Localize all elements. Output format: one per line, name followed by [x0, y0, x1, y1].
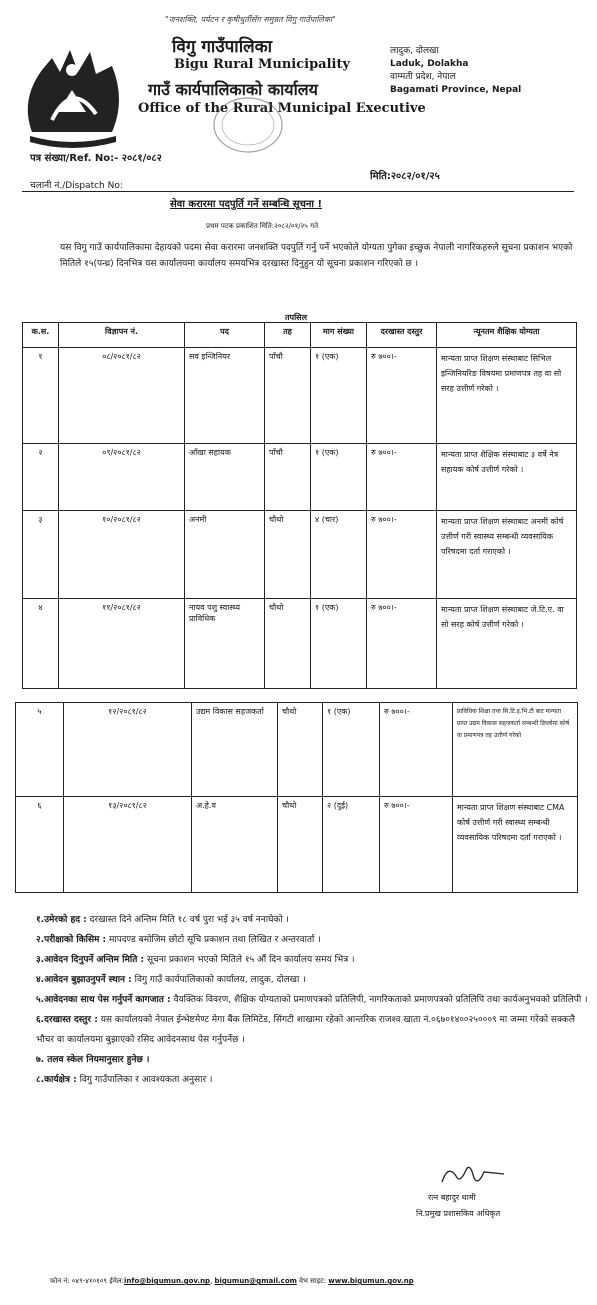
qualification-cell: मान्यता प्राप्त शिक्षण संस्थाबाट CMA कोर्ष उत्तीर्ण गरी स्वास्थ्य सम्बन्धी व्यवसायिक परिषदमा दर्ता गराएको । — [453, 797, 578, 893]
signatory-name: रत्न बहादुर थामी — [428, 1193, 476, 1202]
column-header: पद — [185, 323, 265, 348]
table-row — [16, 703, 578, 797]
serial-cell: ५ — [16, 703, 64, 797]
fee-cell: रु ७००।- — [380, 797, 453, 893]
table-row — [16, 797, 578, 893]
level-cell: चौथो — [278, 703, 323, 797]
table-header-row — [23, 323, 577, 348]
office-address — [390, 45, 521, 97]
demand-cell: २ (दुई) — [323, 797, 380, 893]
qualification-cell: मान्यता प्राप्त शिक्षण संस्थाबाट जे.टि.ए. वा सो सरह कोर्ष उत्तीर्ण गरेको । — [437, 599, 577, 689]
municipal-motto: "जनशक्ति, पर्यटन र कृषीधुर्तीसँग समुन्नत विगु गाउँपालिका" — [165, 15, 336, 24]
level-cell: पाँचौ — [265, 348, 311, 444]
column-header: क.स. — [23, 323, 59, 348]
municipality-name-english: Bigu Rural Municipality — [174, 57, 351, 72]
condition-text: मापदण्ड बमोजिम छोटो सूचि प्रकाशन तथा लिखित र अन्तरवार्ता । — [106, 935, 321, 945]
condition-key: ६.दरखास्त दस्तुर : — [36, 1015, 98, 1025]
condition-text: दरखास्त दिने अन्तिम मिति १८ वर्ष पुरा भई ३५ वर्ष ननाघेको । — [86, 915, 289, 925]
demand-cell: १ (एक) — [311, 444, 367, 511]
column-header: दरखास्त दस्तुर — [367, 323, 437, 348]
advert-number-cell: १३/२०८१/८२ — [64, 797, 192, 893]
condition-key: ४.आवेदन बुझाउनुपर्ने स्थान : — [36, 975, 132, 985]
post-cell: सव इन्जिनियर — [185, 348, 265, 444]
footer-separator: , — [210, 1277, 215, 1285]
qualification-cell: मान्यता प्राप्त शिक्षण संस्थाबाट अनमी कोर्ष उत्तीर्ण गरी स्वास्थ्य सम्बन्धी व्यवसायिक परिषदमा दर्ता गराएको । — [437, 511, 577, 599]
post-cell: आँखा सहायक — [185, 444, 265, 511]
condition-item — [36, 1070, 588, 1090]
notice-title: सेवा करारमा पदपुर्ति गर्ने सम्बन्धि सूचना ! — [170, 199, 322, 210]
table-row — [23, 348, 577, 444]
first-published-date: प्रथम पटक प्रकाशित मिति:२०८२/०१/२५ गते — [206, 222, 319, 230]
condition-text: यस कार्यालयको नेपाल ईन्भेष्टमेण्ट मेगा बैंक लिमिटेड, सिंगटी शाखामा रहेको आन्तरिक राजश्व खाता नं.०६७०१४००२५०००९ मा जम्मा गरेको सक्कलै भौचर वा कार्यालयमा बुझाएको रसिद आवेदनसाथ पेस गर्नुपर्नेछ । — [36, 1015, 575, 1045]
office-seal-stamp — [212, 96, 284, 154]
table-row — [23, 444, 577, 511]
footer-website-link[interactable]: www.bigumun.gov.np — [328, 1277, 414, 1285]
condition-text: विगु गाउँपालिका र आवश्यकता अनुसार । — [76, 1075, 213, 1085]
condition-text: विगु गाउँ कार्यपालिकाको कार्यालय, लादुक, दोलखा । — [131, 975, 306, 985]
reference-number: पत्र संख्या/Ref. No:- २०८१/०८२ — [30, 153, 162, 164]
condition-key: १.उमेरको हद : — [36, 915, 87, 925]
conditions-list — [36, 910, 588, 1090]
qualification-cell: मान्यता प्राप्त शिक्षण संस्थाबाट सिभिल इन्जिनियरिङ विषयमा प्रमाणपत्र तह वा सो सरह उत्तीर्ण गरेको । — [437, 348, 577, 444]
office-name-nepali: गाउँ कार्यपालिकाको कार्यालय — [148, 80, 318, 99]
office-name-english: Office of the Rural Municipal Executive — [138, 101, 426, 116]
address-line: वाग्मती प्रदेश, नेपाल — [390, 72, 456, 82]
advert-number-cell: ११/२०८१/८२ — [59, 599, 185, 689]
address-line: Bagamati Province, Nepal — [390, 85, 522, 95]
condition-item — [36, 930, 588, 950]
condition-item — [36, 1010, 588, 1050]
table-row — [23, 599, 577, 689]
level-cell: चौथो — [278, 797, 323, 893]
condition-item — [36, 950, 588, 970]
column-header: विज्ञापन नं. — [59, 323, 185, 348]
serial-cell: १ — [23, 348, 59, 444]
level-cell: चौथो — [265, 511, 311, 599]
table-row — [23, 511, 577, 599]
advert-number-cell: १०/२०८१/८२ — [59, 511, 185, 599]
level-cell: पाँचौ — [265, 444, 311, 511]
signature-mark — [438, 1160, 508, 1188]
column-header: न्यूनतम शैक्षिक योग्यता — [437, 323, 577, 348]
municipality-name-nepali: विगु गाउँपालिका — [172, 37, 273, 57]
schedule-label: तपसिल — [285, 313, 308, 322]
demand-cell: १ (एक) — [311, 599, 367, 689]
fee-cell: रु ७००।- — [367, 511, 437, 599]
serial-cell: ४ — [23, 599, 59, 689]
address-line: Laduk, Dolakha — [390, 59, 469, 69]
serial-cell: ३ — [23, 511, 59, 599]
serial-cell: २ — [23, 444, 59, 511]
contact-footer — [50, 1277, 414, 1286]
demand-cell: १ (एक) — [323, 703, 380, 797]
qualification-cell: प्राविधिक शिक्षा तथा सि.टि.इ.भि.टी बाट मान्यता प्राप्त उद्यम विकास सहजकर्ता सम्बन्धी डिप्लोमा कोर्ष वा प्रमाणपत्र तह उत्तीर्ण गरेको — [453, 703, 578, 797]
dispatch-number: चलानी नं./Dispatch No: — [30, 181, 123, 191]
serial-cell: ६ — [16, 797, 64, 893]
vacancy-table — [22, 322, 577, 689]
advert-number-cell: ०८/२०८१/८२ — [59, 348, 185, 444]
demand-cell: ४ (चार) — [311, 511, 367, 599]
condition-key: ३.आवेदन दिनुपर्ने अन्तिम मिति : — [36, 955, 145, 965]
post-cell: नायव पशु स्वास्थ्य प्राविधिक — [185, 599, 265, 689]
signatory-title: नि.प्रमुख प्रशासकिय अधिकृत — [416, 1209, 501, 1218]
post-cell: अनमी — [185, 511, 265, 599]
demand-cell: १ (एक) — [311, 348, 367, 444]
column-header: तह — [265, 323, 311, 348]
condition-item — [36, 910, 588, 930]
vacancy-table-continued — [15, 702, 578, 893]
nepal-emblem-icon — [12, 40, 134, 152]
condition-item — [36, 1050, 588, 1070]
footer-email-link[interactable]: info@bigumun.gov.np — [124, 1277, 211, 1285]
footer-email-link[interactable]: bigumun@gmail.com — [214, 1277, 297, 1285]
condition-text: वैयक्तिक विवरण, शैक्षिक योग्यताको प्रमाणपत्रको प्रतिलिपी, नागरिकताको प्रमाणपत्रको प्रतिलिपि तथा कार्यअनुभवको प्रतिलिपी । — [170, 995, 588, 1005]
advert-number-cell: १२/२०८१/८२ — [64, 703, 192, 797]
address-line: लादुक, दोलखा — [390, 46, 439, 56]
condition-key: ५.आवेदनका साथ पेस गर्नुपर्ने कागजात : — [36, 995, 171, 1005]
notice-intro-paragraph: यस विगु गाउँ कार्यपालिकामा देहायको पदमा सेवा करारमा जनशक्ति पदपुर्ति गर्नु पर्ने भएकोले योग्यता पुगेका इच्छुक नेपाली नागरिकहरुले सूचना प्रकाशन भएको मितिले १५(पन्ध्र) दिनभित्र यस कार्यालयमा कार्यालय समयभित्र दरखास्त दिनुहुन यो सूचना प्रकाशन गरिएको छ । — [60, 243, 573, 269]
condition-item — [36, 970, 588, 990]
advert-number-cell: ०९/२०८१/८२ — [59, 444, 185, 511]
header-divider — [22, 191, 574, 192]
qualification-cell: मान्यता प्राप्त शैक्षिक संस्थाबाट ३ वर्षे नेत्र सहायक कोर्ष उत्तीर्ण गरेको । — [437, 444, 577, 511]
condition-key: ८.कार्यक्षेत्र : — [36, 1075, 77, 1085]
fee-cell: रु ७००।- — [367, 348, 437, 444]
post-cell: अ.हे.व — [192, 797, 278, 893]
condition-key: २.परीक्षाको किसिम : — [36, 935, 107, 945]
level-cell: चौथो — [265, 599, 311, 689]
footer-web-label: वेभ साइट: — [296, 1277, 329, 1285]
condition-item — [36, 990, 588, 1010]
condition-text: सूचना प्रकाशन भएको मितिले १५ औं दिन कार्यालय समय भित्र । — [144, 955, 355, 965]
fee-cell: रु ७००।- — [380, 703, 453, 797]
fee-cell: रु ७००।- — [367, 444, 437, 511]
column-header: माग संख्या — [311, 323, 367, 348]
post-cell: उद्यम विकास सहजकर्ता — [192, 703, 278, 797]
condition-key: ७. तलव स्केल नियमानुसार हुनेछ । — [36, 1055, 150, 1065]
footer-phone: फोन नं: ०४९-४१०१०९ ईमेल: — [50, 1277, 125, 1285]
fee-cell: रु ७००।- — [367, 599, 437, 689]
notice-date: मिति:२०८२/०१/२५ — [370, 171, 440, 182]
